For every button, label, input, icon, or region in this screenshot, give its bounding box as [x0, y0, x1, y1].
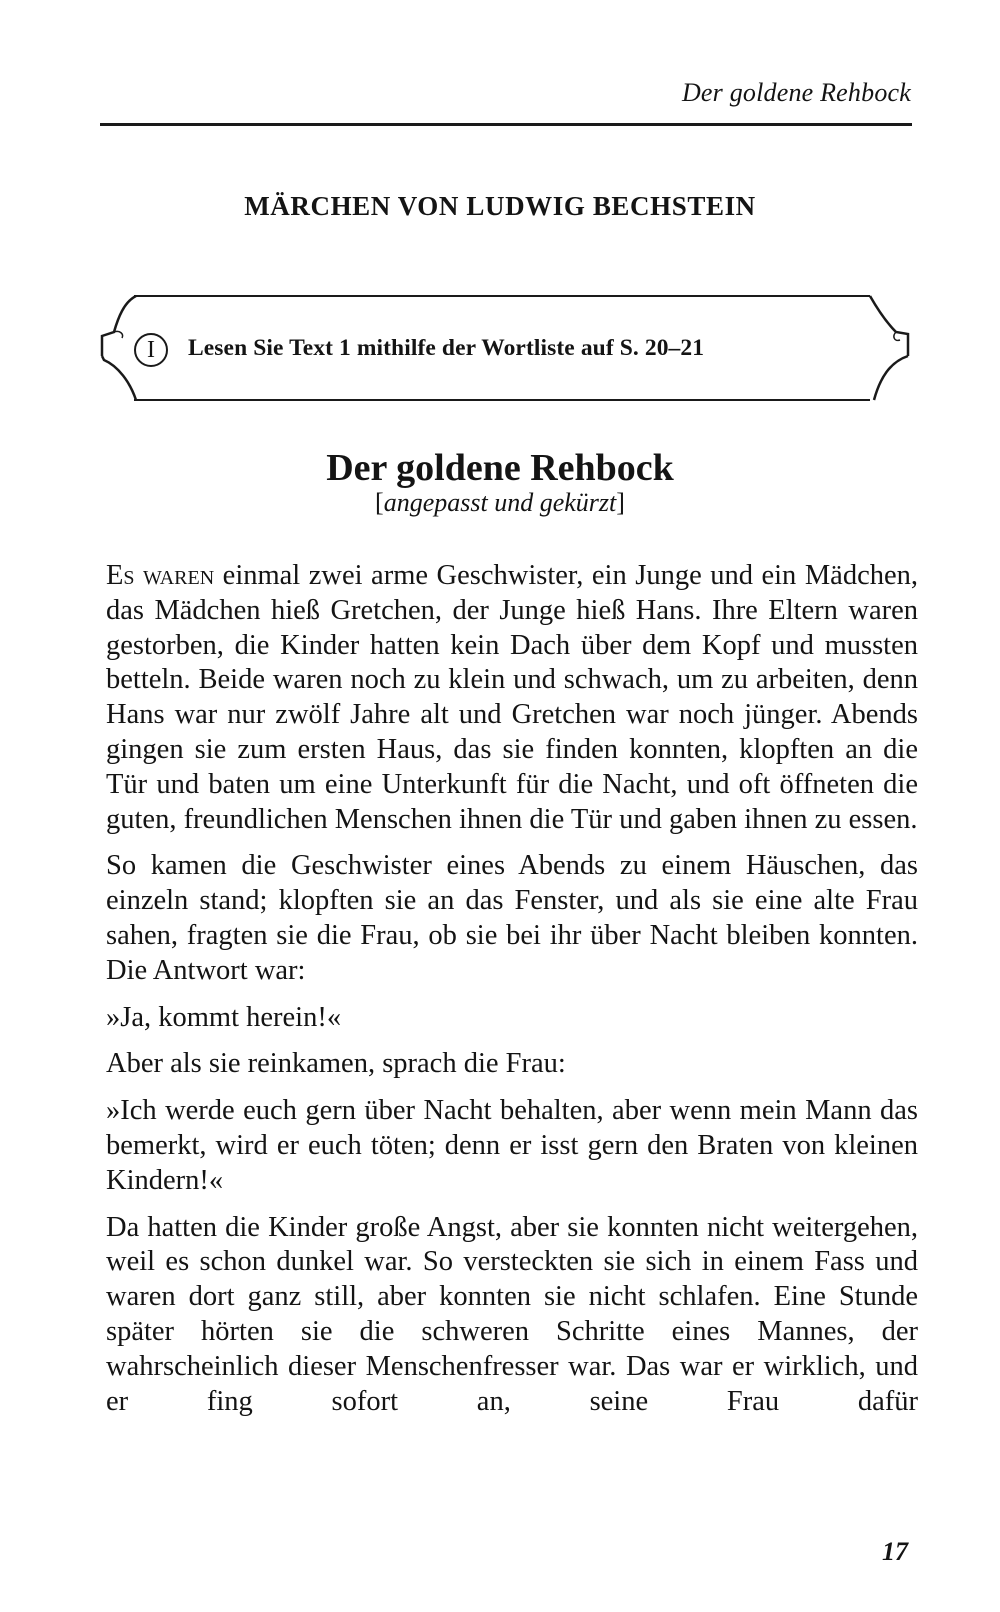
opening-words: Es waren [106, 560, 215, 591]
paragraph-text: einmal zwei arme Geschwister, ein Junge und ein Mädchen, das Mädchen hieß Gretchen, der Junge hieß Hans. Ihre Eltern waren gestorben, die Kinder hatten kein Dach über dem Kopf und mussten betteln. Beide waren noch zu klein und schwach, um zu arbeiten, denn Hans war nur zwölf Jahre alt und Gretchen war noch jünger. Abends gingen sie zum ersten Haus, das sie finden konnten, klopften an die Tür und baten um eine Unterkunft für die Nacht, und oft öffneten die guten, freundlichen Menschen ihnen die Tür und gaben ihnen zu essen. [106, 560, 918, 835]
paragraph: Aber als sie reinkamen, sprach die Frau: [106, 1048, 566, 1080]
paragraph: »Ich werde euch gern über Nacht behalten, aber wenn mein Mann das bemerkt, wird er euch töten; denn er isst gern den Braten von kleinen Kindern!« [106, 1095, 918, 1196]
story-body [106, 559, 918, 1431]
story-title: Der goldene Rehbock [326, 447, 674, 489]
running-head: Der goldene Rehbock [681, 78, 911, 107]
subtitle-bracket-close: ] [616, 488, 625, 517]
task-instruction: Lesen Sie Text 1 mithilfe der Wortliste auf S. 20–21 [188, 335, 705, 361]
section-title: MÄRCHEN VON LUDWIG BECHSTEIN [244, 191, 756, 221]
page-number: 17 [882, 1537, 908, 1566]
header-rule [100, 123, 912, 126]
subtitle-bracket-open: [ [375, 488, 384, 517]
paragraph: So kamen die Geschwister eines Abends zu einem Häuschen, das einzeln stand; klopften sie an das Fenster, und als sie eine alte Frau sahen, fragten sie die Frau, ob sie bei ihr über Nacht bleiben konnten. Die Antwort war: [106, 850, 918, 986]
paragraph: »Ja, kommt herein!« [106, 1001, 342, 1033]
story-subtitle [0, 488, 1000, 518]
paragraph: Da hatten die Kinder große Angst, aber sie konnten nicht weitergehen, weil es schon dunkel war. So versteckten sie sich in einem Fass und waren dort ganz still, aber konnten sie nicht schlafen. Eine Stunde später hörten sie die schweren Schritte eines Mannes, der wahrscheinlich dieser Menschenfresser war. Das war er wirklich, und er fing sofort an, seine Frau dafür [106, 1211, 918, 1417]
subtitle-text: angepasst und gekürzt [383, 488, 617, 517]
paragraph [106, 559, 918, 837]
task-box [100, 290, 912, 414]
task-number-badge: I [134, 333, 168, 367]
